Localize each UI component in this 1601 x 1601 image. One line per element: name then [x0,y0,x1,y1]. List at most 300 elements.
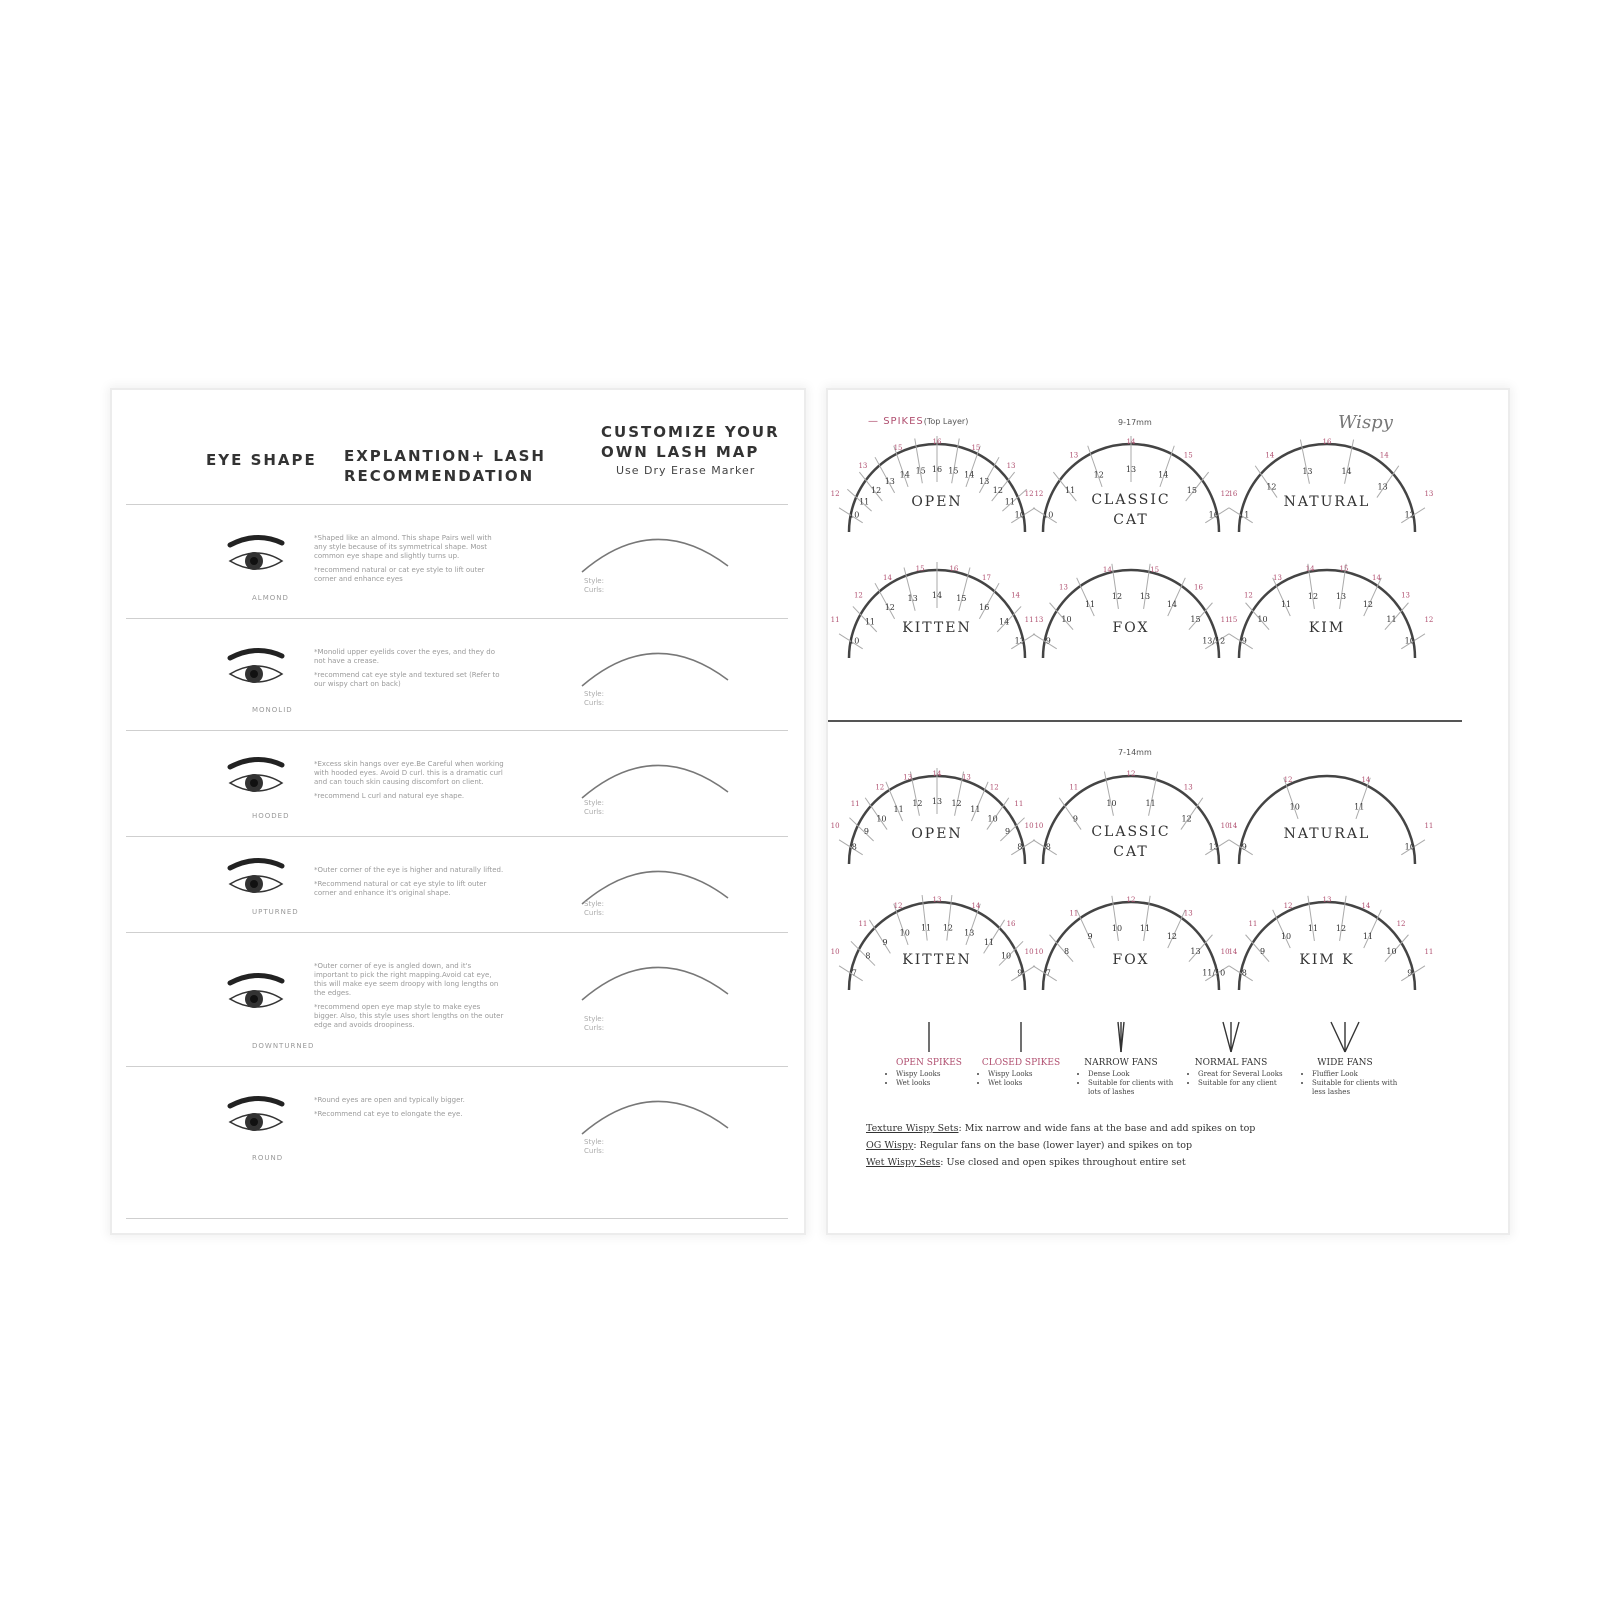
lash-length-label: 11 [1084,599,1096,609]
section-divider [828,720,1462,722]
curls-label: Curls: [584,1147,605,1155]
spike-length-label: 12 [1396,920,1406,929]
style-label: Style: [584,577,604,585]
lash-map-kim [1220,565,1434,688]
lash-map-name [1036,490,1226,530]
lash-length-label: 8 [851,842,857,852]
spike-length-label: 16 [1006,920,1016,929]
customize-subheader: Use Dry Erase Marker [616,464,756,477]
set-note-term: Texture Wispy Sets [866,1123,959,1134]
lash-length-label: 12 [1093,470,1104,480]
spike-length-label: 14 [971,902,981,911]
spike-length-label: 12 [1034,489,1044,498]
eye-hooded-icon [222,753,292,803]
lash-length-label: 10 [1043,510,1054,520]
lash-map-open [830,438,1044,562]
lash-length-label: 10 [1386,947,1397,957]
lash-map-name-line1: KITTEN [902,952,972,968]
eye-shape-label: ALMOND [252,594,289,602]
lash-length-label: 16 [1208,510,1219,520]
spike-length-label: 12 [1283,776,1293,785]
style-curls-fields [584,1138,604,1156]
fan-benefit-item: • Suitable for clients with lots of lashes [1088,1079,1176,1097]
lash-length-label: 11 [983,937,995,947]
fan-benefit-item: • Wispy Looks [896,1070,984,1079]
description-text: *Outer corner of the eye is higher and naturally lifted. [314,866,504,874]
spikes-sublabel: (Top Layer) [923,417,969,426]
lash-length-label: 9 [863,827,869,837]
spike-length-label: 11 [830,615,840,624]
description-text: *Outer corner of eye is angled down, and it's important to pick the right mapping.Avoid cat eye, this will make eye seem droopy with long lengths on the edges. [314,962,499,997]
lash-map-name [842,821,1034,844]
eye-shape-label: ROUND [252,1154,284,1162]
lash-length-label: 12 [942,923,954,933]
lash-length-label: 15 [1186,486,1197,496]
lash-length-label: 13 [1190,947,1201,957]
lash-length-label: 12 [1111,592,1123,602]
eye-shape-description [314,648,504,694]
eye-shape-label: UPTURNED [252,908,299,916]
lash-map-name [1232,618,1422,638]
description-text: *Excess skin hangs over eye.Be Careful when working with hooded eyes. Avoid D curl. this is a dramatic curl and can touch skin causing discomfort on client. [314,760,504,786]
lash-map-name-line1: KITTEN [902,620,972,636]
spike-length-label: 13 [1069,451,1079,460]
spike-length-label: 15 [1183,451,1193,460]
eye-shape-sheet [112,390,804,1233]
lash-length-label: 12 [951,798,962,808]
spike-length-label: 13 [1273,574,1282,583]
spike-length-label: 11 [1220,615,1230,624]
lash-map-name-line1: FOX [1112,952,1150,968]
lash-map-name-line1: FOX [1112,620,1150,636]
lash-length-label: 16 [931,465,943,474]
eye-shape-description [314,962,504,1035]
lash-length-label: 9 [882,937,888,947]
lash-length-label: 12 [871,486,882,496]
row-divider [126,1218,788,1219]
fan-benefits [1066,1070,1176,1097]
range-bottom: 7-14mm [1118,748,1152,757]
curls-label: Curls: [584,1024,605,1032]
lash-map-fox [1024,566,1238,688]
spike-length-label: 15 [1228,615,1238,624]
lash-map-kitten [830,565,1044,688]
lash-line-arc [576,528,736,578]
lash-length-label: 11 [1065,486,1076,496]
spike-length-label: 12 [1126,896,1136,904]
lash-length-label: 10 [849,510,860,520]
lash-map-name-line2: CAT [1113,844,1149,860]
lash-length-label: 11 [1139,924,1151,934]
lash-length-label: 13 [979,477,990,487]
lash-length-label: 11 [1386,615,1397,625]
explanation-header-line2: RECOMMENDATION [344,467,535,485]
lash-map-fox [1024,896,1238,1020]
lash-length-label: 11 [893,804,904,814]
lash-length-label: 7 [851,968,857,978]
lash-length-label: 15 [956,594,967,604]
fan-title: WIDE FANS [1317,1058,1373,1068]
lash-length-label: 14 [998,617,1010,627]
lash-length-label: 11/10 [1202,968,1226,978]
fan-benefits [1290,1070,1400,1097]
lash-line-arc [576,1090,736,1140]
lash-length-label: 13 [1377,482,1388,492]
spike-length-label: 10 [1220,821,1230,830]
lash-length-label: 11 [859,497,870,507]
lash-length-label: 10 [1061,615,1072,625]
fan-type-wide-fans [1290,1020,1400,1097]
brand-logo: Wispy [1338,412,1393,433]
fan-benefits [1176,1070,1286,1088]
lash-map-name-line1: KIM K [1299,952,1355,968]
style-label: Style: [584,690,604,698]
spike-length-label: 13 [1322,896,1332,904]
lash-length-label: 14 [899,470,910,480]
lash-length-label: 10 [1404,636,1415,646]
spike-length-label: 12 [1243,591,1253,600]
lash-map-name [1036,822,1226,862]
eye-round-icon [222,1092,292,1142]
spike-length-label: 11 [1424,821,1434,830]
curls-label: Curls: [584,909,605,917]
spike-length-label: 14 [1228,947,1238,956]
lash-length-label: 10 [1257,615,1268,625]
spike-length-label: 13 [1424,489,1434,498]
lash-map-sheet [828,390,1508,1233]
curls-label: Curls: [584,699,605,707]
eye-shape-description [314,866,504,903]
spike-length-label: 11 [1248,920,1258,929]
style-label: Style: [584,1015,604,1023]
spike-length-label: 16 [949,565,959,574]
eye-shape-description [314,1096,504,1124]
spike-length-label: 13 [1401,591,1411,600]
lash-map-kitten [830,896,1044,1020]
lash-length-label: 8 [1241,968,1247,978]
set-note [866,1137,1255,1154]
set-note-term: Wet Wispy Sets [866,1157,941,1168]
spike-length-label: 14 [1372,574,1381,583]
lash-length-label: 15 [1190,615,1201,625]
lash-length-label: 9 [1241,636,1247,646]
style-label: Style: [584,1138,604,1146]
spike-length-label: 14 [1126,438,1136,446]
lash-length-label: 13/12 [1202,636,1226,646]
lash-map-name-line1: NATURAL [1283,826,1371,842]
spike-length-label: 13 [1059,583,1068,592]
style-curls-fields [584,690,604,708]
lash-length-label: 10 [1289,802,1300,812]
lash-length-label: 9 [1259,947,1266,957]
lash-length-label: 12 [1362,599,1374,609]
lash-line-arc [576,956,736,1006]
lash-length-label: 8 [865,951,871,961]
spike-length-label: 14 [1305,565,1315,574]
spike-length-label: 14 [1361,776,1371,785]
lash-length-label: 13 [1139,592,1151,602]
spike-length-label: 15 [1150,566,1160,575]
lash-length-label: 11 [1362,931,1374,941]
eye-shape-header: EYE SHAPE [206,451,317,469]
eye-shape-label: DOWNTURNED [252,1042,315,1050]
spike-length-label: 13 [932,896,942,904]
eye-almond-icon [222,531,292,581]
recommendation-text: *Recommend natural or cat eye style to lift outer corner and enhance it's original shape. [314,880,487,897]
lash-length-label: 12 [1181,814,1192,824]
lash-length-label: 13 [1302,466,1313,476]
fan-benefits [966,1070,1076,1088]
spike-length-label: 15 [971,444,981,453]
lash-length-label: 8 [1045,842,1051,852]
lash-length-label: 10 [1014,510,1025,520]
eye-upturned-icon [222,854,292,904]
lash-length-label: 11 [864,617,876,627]
spike-length-label: 17 [982,574,991,583]
fan-benefit-item: • Wet looks [988,1079,1076,1088]
spike-length-label: 14 [932,770,942,778]
spike-length-label: 12 [1126,770,1136,778]
lash-length-label: 13 [884,477,895,487]
lash-length-label: 15 [915,466,926,476]
lash-length-label: 13 [907,594,918,604]
spike-length-label: 10 [1034,821,1044,830]
lash-length-label: 14 [964,470,975,480]
eye-shape-label: HOODED [252,812,290,820]
spike-length-label: 10 [830,947,840,956]
eye-shape-panel [126,396,788,1231]
eye-monolid-icon [222,644,292,694]
lash-map-name-line1: CLASSIC [1091,824,1171,840]
fan-type-closed-spikes [966,1020,1076,1088]
description-text: *Shaped like an almond. This shape Pairs well with any style because of its symmetrical shape. Most common eye shape and slightly turns up. [314,534,492,560]
customize-header-line1: CUSTOMIZE YOUR [601,423,780,441]
lash-length-label: 11 [1280,599,1292,609]
lash-length-label: 9 [1005,827,1011,837]
set-note-term: OG Wispy [866,1140,914,1151]
spike-length-label: 13 [858,462,868,471]
spike-length-label: 12 [1424,615,1434,624]
spike-length-label: 12 [830,489,840,498]
fan-icon [1290,1020,1400,1054]
lash-length-label: 15 [948,466,959,476]
lash-line-arc [576,754,736,804]
fan-title: CLOSED SPIKES [981,1058,1061,1068]
lash-length-label: 10 [849,636,860,646]
lash-map-classic [1024,770,1238,894]
lash-length-label: 11 [1354,802,1365,812]
spike-length-label: 11 [1024,615,1034,624]
spike-length-label: 16 [1194,583,1203,592]
fan-title: NORMAL FANS [1194,1058,1268,1068]
lash-map-natural [1220,438,1434,562]
lash-length-label: 12 [884,603,895,613]
spike-length-label: 11 [1014,800,1024,809]
lash-length-label: 16 [979,603,990,613]
style-label: Style: [584,900,604,908]
spike-length-label: 11 [1069,909,1079,918]
lash-length-label: 11 [970,804,981,814]
lash-map-natural [1220,774,1434,894]
fan-title: NARROW FANS [1084,1058,1158,1068]
lash-map-name [1232,824,1422,844]
description-text: *Round eyes are open and typically bigger. [314,1096,465,1104]
lash-length-label: 8 [1063,947,1070,957]
style-curls-fields [584,900,604,918]
spikes-header: — SPIKES(Top Layer) [868,416,969,427]
fan-type-narrow-fans [1066,1020,1176,1097]
lash-length-label: 13 [1335,592,1347,602]
spike-length-label: 10 [1034,947,1044,956]
fan-benefit-item: • Suitable for any client [1198,1079,1286,1088]
eye-shape-description [314,760,504,806]
eye-downturned-icon [222,969,292,1019]
lash-length-label: 10 [1000,951,1012,961]
spike-length-label: 12 [875,783,885,792]
lash-map-name-line1: OPEN [911,826,963,842]
fan-benefit-item: • Wispy Looks [988,1070,1076,1079]
lash-line-arc [576,642,736,692]
spike-length-label: 16 [1228,489,1238,498]
fan-benefit-item: • Dense Look [1088,1070,1176,1079]
fan-title: OPEN SPIKES [896,1058,962,1068]
lash-length-label: 13 [1208,842,1219,852]
spike-length-label: 11 [858,920,868,929]
lash-length-label: 12 [992,486,1003,496]
set-note-text: : Use closed and open spikes throughout entire set [940,1157,1186,1168]
set-note-text: : Regular fans on the base (lower layer) and spikes on top [913,1140,1193,1151]
set-note-text: : Mix narrow and wide fans at the base and add spikes on top [958,1123,1256,1134]
lash-map-name [842,947,1034,970]
spike-length-label: 12 [1220,489,1230,498]
lash-length-label: 13 [1014,636,1025,646]
spike-length-label: 12 [1024,489,1034,498]
spike-length-label: 10 [1024,947,1034,956]
lash-length-label: 7 [1045,968,1051,978]
eye-shape-label: MONOLID [252,706,293,714]
eye-shape-description [314,534,504,589]
spike-length-label: 15 [1339,565,1349,574]
curls-label: Curls: [584,808,605,816]
fan-icon [1176,1020,1286,1054]
spike-length-label: 14 [883,574,892,583]
explanation-header-line1: EXPLANTION+ LASH [344,447,546,465]
range-top: 9-17mm [1118,418,1152,427]
lash-length-label: 8 [1017,842,1023,852]
curls-label: Curls: [584,586,605,594]
lash-length-label: 10 [1280,931,1292,941]
style-curls-fields [584,799,604,817]
set-notes [866,1120,1255,1171]
lash-map-kim-k [1220,896,1434,1020]
lash-length-label: 9 [1087,931,1093,941]
spike-length-label: 12 [853,591,863,600]
spike-length-label: 12 [893,902,903,911]
lash-length-label: 14 [1341,466,1352,476]
lash-map-name [1232,950,1422,970]
description-text: *Monolid upper eyelids cover the eyes, and they do not have a crease. [314,648,496,665]
spikes-label: SPIKES [883,416,924,427]
spike-length-label: 13 [1183,783,1193,792]
lash-length-label: 12 [1166,931,1178,941]
lash-length-label: 9 [1072,814,1078,824]
lash-map-name-line1: NATURAL [1283,494,1371,510]
spike-length-label: 13 [1006,462,1016,471]
spike-length-label: 10 [830,821,840,830]
fan-benefit-item: • Suitable for clients with less lashes [1312,1079,1400,1097]
lash-length-label: 10 [1404,842,1415,852]
recommendation-text: *recommend cat eye style and textured set (Refer to our wispy chart on back) [314,671,500,688]
lash-map-name-line1: CLASSIC [1091,492,1171,508]
spike-length-label: 14 [1379,451,1389,460]
lash-length-label: 10 [899,928,910,938]
spike-length-label: 15 [915,565,925,574]
spike-length-label: 16 [1322,438,1332,446]
lash-map-name-line2: CAT [1113,512,1149,528]
spike-length-label: 16 [932,438,942,446]
lash-length-label: 13 [964,928,975,938]
lash-length-label: 12 [1266,482,1277,492]
lash-length-label: 9 [1241,842,1247,852]
lash-length-label: 12 [1404,510,1415,520]
style-curls-fields [584,1015,604,1033]
style-label: Style: [584,799,604,807]
lash-length-label: 11 [1145,798,1156,808]
spike-length-label: 14 [1361,902,1371,911]
lash-length-label: 11 [920,923,932,933]
lash-length-label: 14 [1158,470,1169,480]
lash-length-label: 9 [1045,636,1051,646]
recommendation-text: *Recommend cat eye to elongate the eye. [314,1110,463,1118]
spike-length-label: 14 [1228,821,1238,830]
recommendation-text: *recommend open eye map style to make eyes bigger. Also, this style uses short lengths on the outer edge and avoids droopiness. [314,1003,504,1029]
spike-length-label: 14 [1011,591,1021,600]
spike-length-label: 11 [1424,947,1434,956]
lash-map-name [1232,492,1422,512]
lash-map-name-line1: OPEN [911,494,963,510]
lash-map-name [842,615,1034,638]
customize-header-line2: OWN LASH MAP [601,443,760,461]
lash-length-label: 10 [1106,798,1117,808]
spike-length-label: 12 [1283,902,1293,911]
lash-length-label: 14 [931,591,943,600]
spike-length-label: 13 [1183,909,1193,918]
set-note [866,1154,1255,1171]
style-curls-fields [584,577,604,595]
spike-length-label: 11 [850,800,860,809]
lash-length-label: 12 [1307,592,1319,602]
lash-length-label: 14 [1166,599,1178,609]
fan-benefit-item: • Wet looks [896,1079,984,1088]
lash-length-label: 10 [876,814,887,824]
lash-length-label: 11 [1004,497,1015,507]
lash-map-open [830,770,1044,894]
lash-length-label: 10 [1111,924,1123,934]
spike-length-label: 10 [1024,821,1034,830]
fan-benefit-item: • Great for Several Looks [1198,1070,1286,1079]
lash-length-label: 12 [912,798,923,808]
fan-icon [966,1020,1076,1054]
lash-length-label: 10 [987,814,998,824]
lash-length-label: 11 [1239,510,1250,520]
lash-length-label: 9 [1017,968,1023,978]
spike-length-label: 14 [1102,566,1112,575]
recommendation-text: *recommend natural or cat eye style to lift outer corner and enhance eyes [314,566,485,583]
spike-length-label: 13 [903,773,913,782]
spike-length-label: 14 [1265,451,1275,460]
fan-benefit-item: • Fluffier Look [1312,1070,1400,1079]
spike-length-label: 12 [989,783,999,792]
